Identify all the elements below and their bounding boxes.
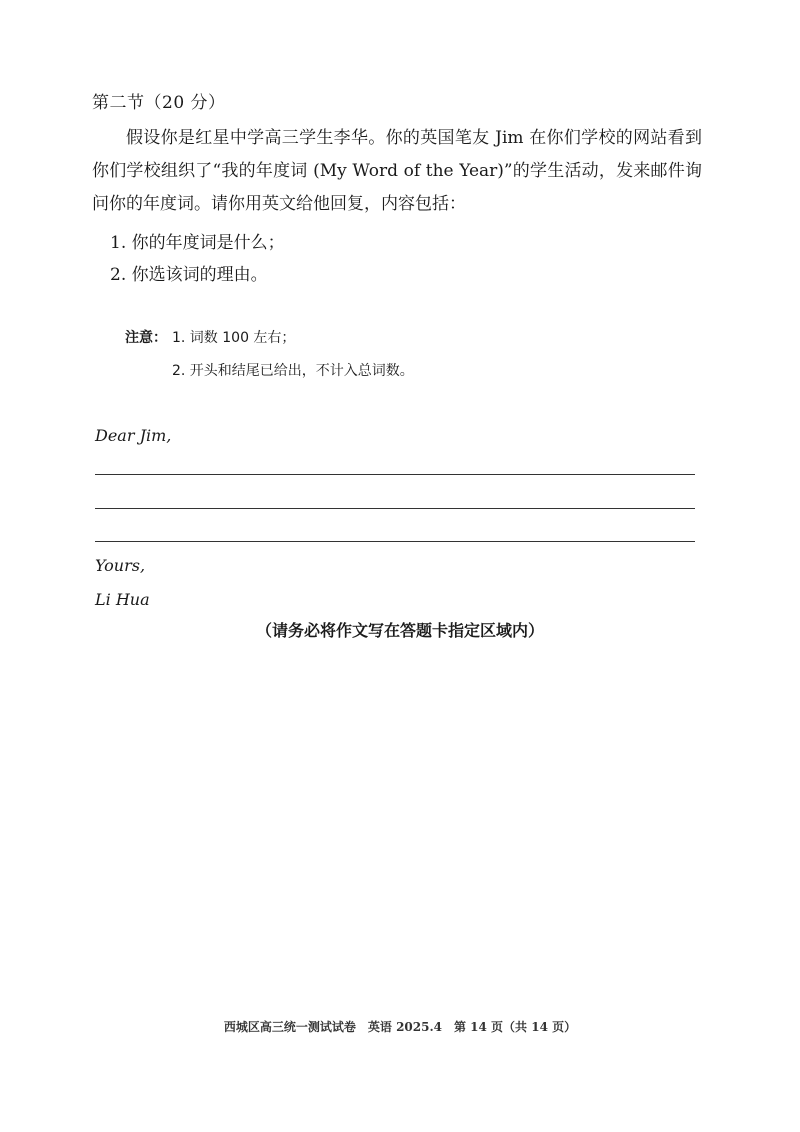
note-item: 2. 开头和结尾已给出，不计入总词数。 xyxy=(172,363,414,379)
note-label: 注意： xyxy=(125,330,167,346)
requirement-item: 1. 你的年度词是什么； xyxy=(110,233,285,253)
answer-line xyxy=(95,508,695,509)
answer-instruction: （请务必将作文写在答题卡指定区域内） xyxy=(255,621,544,640)
letter-signature: Li Hua xyxy=(95,590,150,609)
answer-line xyxy=(95,541,695,542)
requirement-item: 2. 你选该词的理由。 xyxy=(110,265,268,285)
page-footer: 西城区高三统一测试试卷 英语 2025.4 第 14 页（共 14 页） xyxy=(223,1020,577,1034)
writing-prompt: 假设你是红星中学高三学生李华。你的英国笔友 Jim 在你们学校的网站看到你们学校组织了“我的年度词 (My Word of the Year)”的学生活动，发来邮件询问你的年度词。请你用英文给他回复，内容包括： xyxy=(92,128,702,214)
letter-salutation: Dear Jim, xyxy=(95,426,172,445)
letter-closing: Yours, xyxy=(95,556,146,575)
answer-line xyxy=(95,474,695,475)
section-title: 第二节（20 分） xyxy=(92,93,226,113)
note-item: 1. 词数 100 左右； xyxy=(172,330,296,346)
